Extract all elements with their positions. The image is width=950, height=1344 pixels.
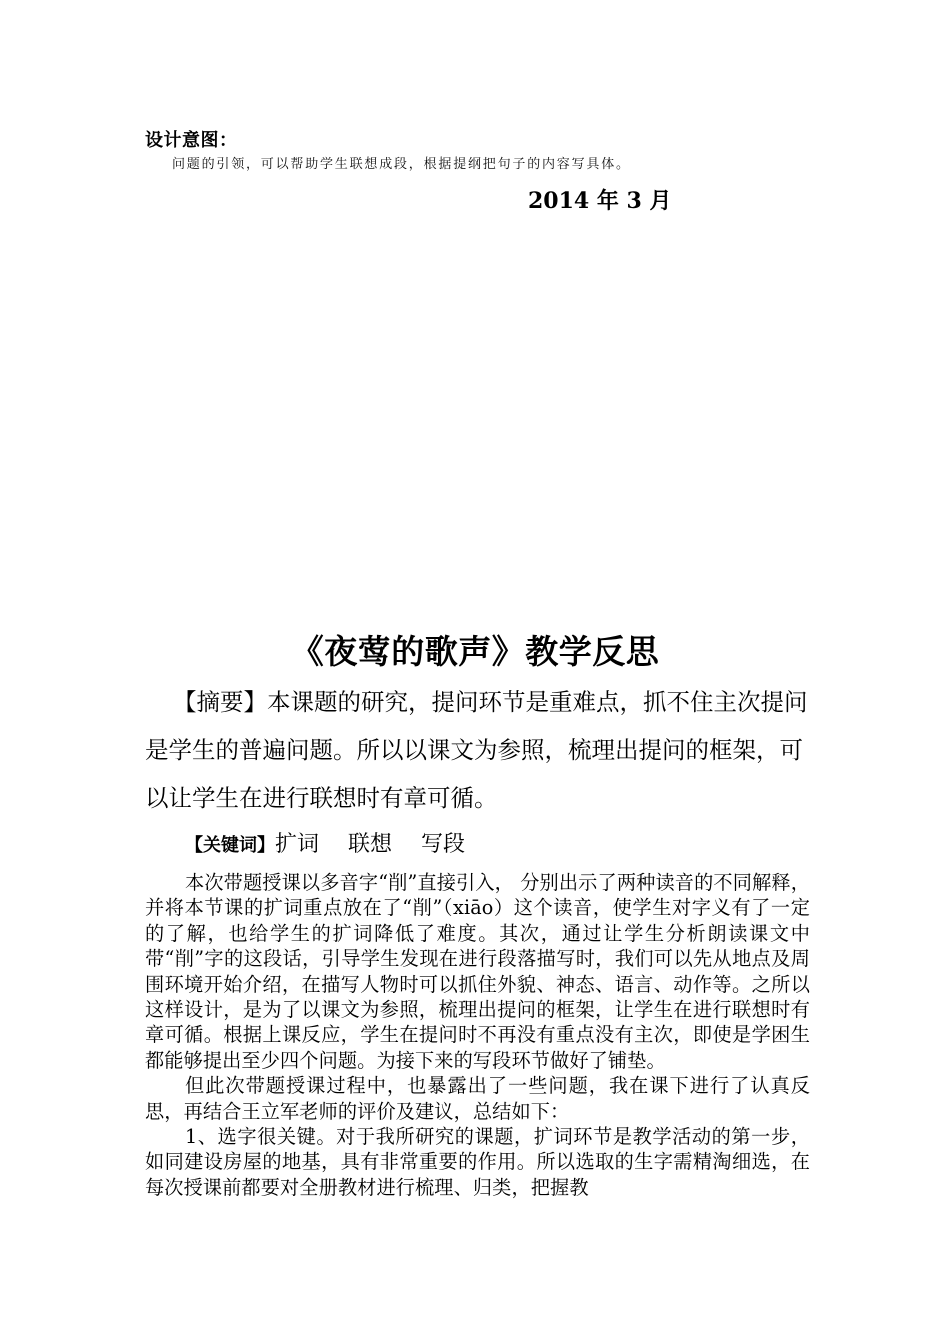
abstract-paragraph [145, 678, 810, 822]
body-text [145, 870, 810, 1200]
body-paragraph-1: 本次带题授课以多音字“削”直接引入， 分别出示了两种读音的不同解释，并将本节课的扩词重点放在了“削”（xiāo）这个读音，使学生对字义有了一定的了解，也给学生的扩词降低了难度。其次，通过让学生分析朗读课文中带“削”字的这段话，引导学生发现在进行段落描写时，我们可以先从地点及周围环境开始介绍，在描写人物时可以抓住外貌、神态、语言、动作等。之所以这样设计，是为了以课文为参照，梳理出提问的框架，让学生在进行联想时有章可循。根据上课反应，学生在提问时不再没有重点没有主次，即使是学困生都能够提出至少四个问题。为接下来的写段环节做好了铺垫。 [145, 871, 810, 1072]
keywords-text: 扩词 联想 写段 [275, 832, 465, 857]
body-paragraph-3: 1、选字很关键。对于我所研究的课题，扩词环节是教学活动的第一步，如同建设房屋的地基，具有非常重要的作用。所以选取的生字需精淘细选，在每次授课前都要对全册教材进行梳理、归类，把握教 [145, 1125, 810, 1199]
design-intent-heading: 设计意图： [145, 130, 238, 151]
design-intent-text: 问题的引领，可以帮助学生联想成段，根据提纲把句子的内容写具体。 [172, 157, 631, 172]
body-paragraph-2: 但此次带题授课过程中，也暴露出了一些问题，我在课下进行了认真反思，再结合王立军老师的评价及建议，总结如下： [145, 1074, 810, 1123]
date-line: 2014 年 3 月 [528, 188, 672, 214]
abstract-text: 本课题的研究，提问环节是重难点，抓不住主次提问是学生的普遍问题。所以以课文为参照，梳理出提问的框架，可以让学生在进行联想时有章可循。 [145, 688, 808, 812]
article-title: 《夜莺的歌声》教学反思 [290, 632, 660, 671]
keywords-line [185, 830, 465, 861]
keywords-label: 【关键词】 [185, 835, 275, 856]
abstract-label: 【摘要】 [173, 688, 267, 716]
